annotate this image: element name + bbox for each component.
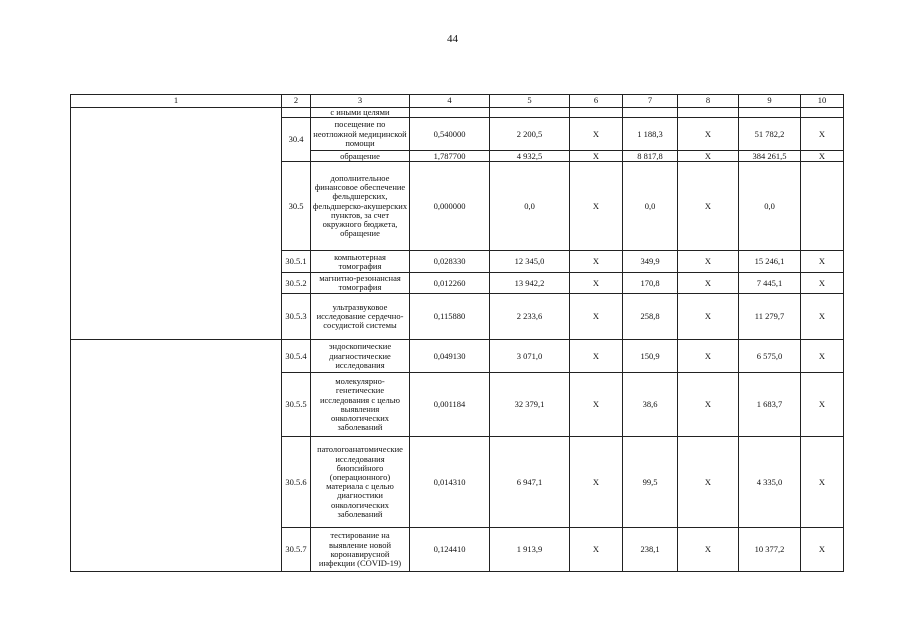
row-code: 30.5: [282, 162, 311, 251]
cell-c5: 2 233,6: [490, 294, 570, 340]
row-description: тестирование на выявление новой коронавирусной инфекции (COVID-19): [311, 528, 410, 572]
cell-c9: 6 575,0: [739, 340, 801, 373]
cell-c6: X: [570, 162, 623, 251]
row-description: дополнительное финансовое обеспечение фельдшерских, фельдшерско-акушерских пунктов, за счет окружного бюджета, обращение: [311, 162, 410, 251]
row-description: ультразвуковое исследование сердечно-сосудистой системы: [311, 294, 410, 340]
cell-c8: X: [678, 151, 739, 162]
cell-c4: 0,124410: [410, 528, 490, 572]
cell-c9: 1 683,7: [739, 373, 801, 437]
group-cell: [71, 108, 282, 340]
cell-c4: 0,014310: [410, 437, 490, 528]
cell-c4: 0,540000: [410, 118, 490, 151]
cell-c5: 6 947,1: [490, 437, 570, 528]
row-description: с иными целями: [311, 108, 410, 118]
row-description: посещение по неотложной медицинской помощи: [311, 118, 410, 151]
cell-c7: 8 817,8: [623, 151, 678, 162]
cell-c6: X: [570, 151, 623, 162]
cell-c8: X: [678, 340, 739, 373]
cell-c7: 38,6: [623, 373, 678, 437]
cell-c6: X: [570, 437, 623, 528]
row-description: патологоанатомические исследования биопсийного (операционного) материала с целью диагностики онкологических заболеваний: [311, 437, 410, 528]
cell-c5: 12 345,0: [490, 251, 570, 273]
cell-c5: 2 200,5: [490, 118, 570, 151]
cell-c4: 0,001184: [410, 373, 490, 437]
cell-c5: 0,0: [490, 162, 570, 251]
row-description: компьютерная томография: [311, 251, 410, 273]
cell-c10: X: [801, 118, 844, 151]
table-row: [71, 340, 844, 373]
row-code: 30.4: [282, 118, 311, 162]
cell-c4: 1,787700: [410, 151, 490, 162]
row-code: 30.5.6: [282, 437, 311, 528]
cell-c7: 349,9: [623, 251, 678, 273]
page-number: 44: [447, 33, 458, 45]
col-header: 7: [623, 95, 678, 108]
row-description: молекулярно-генетические исследования с целью выявления онкологических заболеваний: [311, 373, 410, 437]
cell-c4: [410, 108, 490, 118]
cell-c8: X: [678, 251, 739, 273]
cell-c7: 99,5: [623, 437, 678, 528]
table-row: [71, 108, 844, 118]
cell-c7: 0,0: [623, 162, 678, 251]
data-table: [70, 94, 844, 572]
cell-c10: X: [801, 528, 844, 572]
cell-c6: [570, 108, 623, 118]
cell-c5: 3 071,0: [490, 340, 570, 373]
cell-c9: 51 782,2: [739, 118, 801, 151]
cell-c9: 4 335,0: [739, 437, 801, 528]
cell-c9: 7 445,1: [739, 273, 801, 294]
cell-c5: 13 942,2: [490, 273, 570, 294]
row-code: 30.5.7: [282, 528, 311, 572]
cell-c8: X: [678, 373, 739, 437]
cell-c9: 10 377,2: [739, 528, 801, 572]
cell-c8: X: [678, 437, 739, 528]
cell-c4: 0,000000: [410, 162, 490, 251]
col-header: 9: [739, 95, 801, 108]
cell-c10: X: [801, 251, 844, 273]
cell-c5: 4 932,5: [490, 151, 570, 162]
cell-c8: [678, 108, 739, 118]
cell-c10: X: [801, 340, 844, 373]
cell-c6: X: [570, 251, 623, 273]
cell-c9: 11 279,7: [739, 294, 801, 340]
row-code: 30.5.2: [282, 273, 311, 294]
row-code: 30.5.5: [282, 373, 311, 437]
cell-c8: X: [678, 294, 739, 340]
row-description: эндоскопические диагностические исследования: [311, 340, 410, 373]
cell-c9: 0,0: [739, 162, 801, 251]
cell-c6: X: [570, 273, 623, 294]
cell-c10: X: [801, 273, 844, 294]
cell-c10: X: [801, 294, 844, 340]
cell-c10: [801, 162, 844, 251]
cell-c7: 170,8: [623, 273, 678, 294]
cell-c6: X: [570, 528, 623, 572]
cell-c10: X: [801, 151, 844, 162]
cell-c8: X: [678, 118, 739, 151]
row-code: 30.5.4: [282, 340, 311, 373]
col-header: 10: [801, 95, 844, 108]
group-cell: [71, 340, 282, 572]
col-header: 4: [410, 95, 490, 108]
cell-c6: X: [570, 294, 623, 340]
cell-c6: X: [570, 373, 623, 437]
cell-c9: 15 246,1: [739, 251, 801, 273]
cell-c6: X: [570, 118, 623, 151]
cell-c10: X: [801, 373, 844, 437]
cell-c5: 1 913,9: [490, 528, 570, 572]
cell-c6: X: [570, 340, 623, 373]
cell-c8: X: [678, 162, 739, 251]
row-code: [282, 108, 311, 118]
cell-c9: [739, 108, 801, 118]
cell-c8: X: [678, 528, 739, 572]
cell-c10: X: [801, 437, 844, 528]
row-code: 30.5.1: [282, 251, 311, 273]
row-description: магнитно-резонансная томография: [311, 273, 410, 294]
cell-c10: [801, 108, 844, 118]
cell-c7: 1 188,3: [623, 118, 678, 151]
cell-c8: X: [678, 273, 739, 294]
cell-c7: 150,9: [623, 340, 678, 373]
cell-c9: 384 261,5: [739, 151, 801, 162]
row-description: обращение: [311, 151, 410, 162]
col-header: 3: [311, 95, 410, 108]
cell-c7: 258,8: [623, 294, 678, 340]
cell-c7: [623, 108, 678, 118]
cell-c5: [490, 108, 570, 118]
col-header: 6: [570, 95, 623, 108]
cell-c5: 32 379,1: [490, 373, 570, 437]
row-code: 30.5.3: [282, 294, 311, 340]
cell-c4: 0,028330: [410, 251, 490, 273]
cell-c7: 238,1: [623, 528, 678, 572]
col-header: 2: [282, 95, 311, 108]
header-row: [71, 95, 844, 108]
cell-c4: 0,115880: [410, 294, 490, 340]
col-header: 1: [71, 95, 282, 108]
cell-c4: 0,049130: [410, 340, 490, 373]
col-header: 8: [678, 95, 739, 108]
cell-c4: 0,012260: [410, 273, 490, 294]
col-header: 5: [490, 95, 570, 108]
